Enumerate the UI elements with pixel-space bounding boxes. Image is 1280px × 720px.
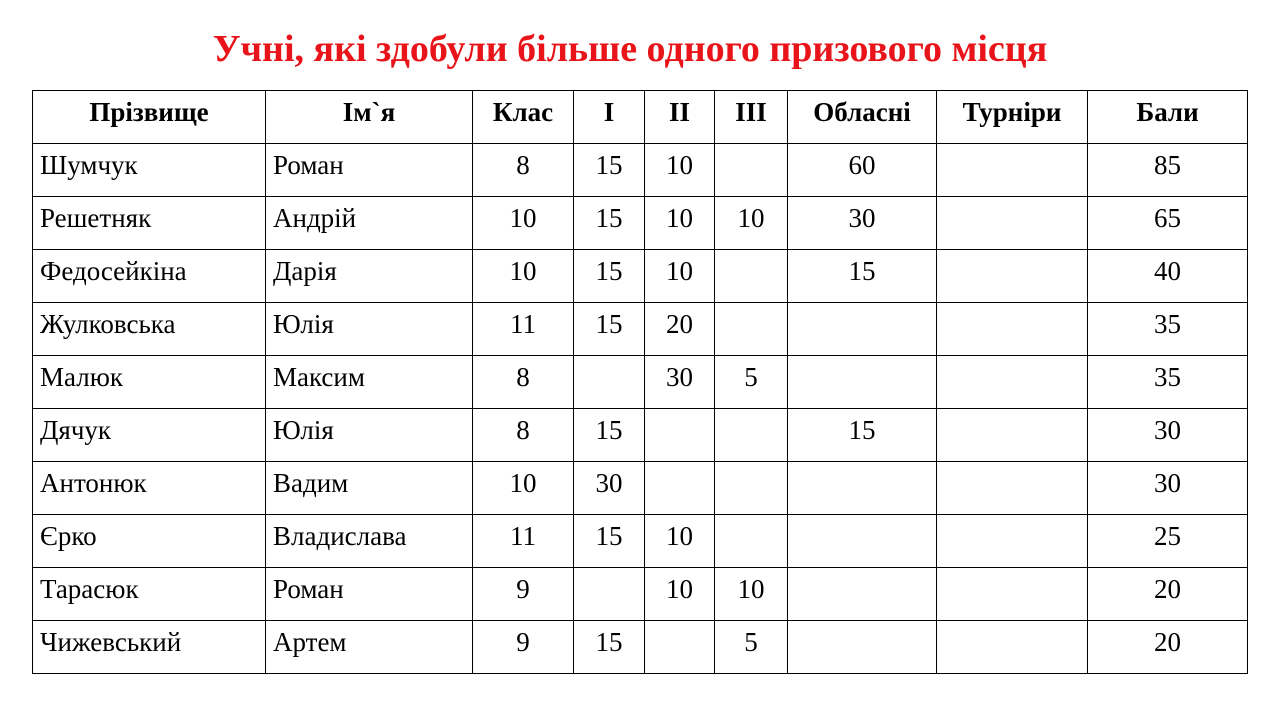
points-cell: 20 [1088, 621, 1248, 674]
class-cell: 8 [473, 409, 574, 462]
surname-cell: Тарасюк [33, 568, 266, 621]
place-2-cell: 10 [645, 250, 715, 303]
table-row [33, 303, 1248, 356]
place-1-cell: 15 [574, 197, 645, 250]
points-cell: 30 [1088, 462, 1248, 515]
table-row [33, 621, 1248, 674]
place-2-cell [645, 462, 715, 515]
place-2-cell: 10 [645, 144, 715, 197]
surname-cell: Федосейкіна [33, 250, 266, 303]
name-cell: Юлія [266, 303, 473, 356]
place-2-cell [645, 621, 715, 674]
points-cell: 85 [1088, 144, 1248, 197]
table-row [33, 515, 1248, 568]
class-cell: 9 [473, 568, 574, 621]
surname-cell: Антонюк [33, 462, 266, 515]
tournaments-cell [937, 515, 1088, 568]
table-body [33, 144, 1248, 674]
regional-cell: 15 [788, 409, 937, 462]
surname-cell: Єрко [33, 515, 266, 568]
points-cell: 30 [1088, 409, 1248, 462]
place-2-cell: 30 [645, 356, 715, 409]
place-3-cell: 5 [715, 621, 788, 674]
column-header-name: Ім`я [266, 91, 473, 144]
column-header-class: Клас [473, 91, 574, 144]
name-cell: Вадим [266, 462, 473, 515]
place-2-cell: 10 [645, 515, 715, 568]
class-cell: 11 [473, 303, 574, 356]
name-cell: Роман [266, 144, 473, 197]
table-row [33, 462, 1248, 515]
tournaments-cell [937, 568, 1088, 621]
table-row [33, 409, 1248, 462]
name-cell: Дарія [266, 250, 473, 303]
table-row [33, 197, 1248, 250]
points-cell: 25 [1088, 515, 1248, 568]
points-cell: 40 [1088, 250, 1248, 303]
place-1-cell: 15 [574, 409, 645, 462]
place-2-cell [645, 409, 715, 462]
name-cell: Роман [266, 568, 473, 621]
regional-cell [788, 462, 937, 515]
page-title: Учні, які здобули більше одного призового місця [212, 28, 1048, 70]
place-2-cell: 10 [645, 568, 715, 621]
tournaments-cell [937, 197, 1088, 250]
table-row [33, 356, 1248, 409]
header-row [33, 91, 1248, 144]
class-cell: 9 [473, 621, 574, 674]
surname-cell: Чижевський [33, 621, 266, 674]
regional-cell: 60 [788, 144, 937, 197]
surname-cell: Малюк [33, 356, 266, 409]
name-cell: Андрій [266, 197, 473, 250]
surname-cell: Решетняк [33, 197, 266, 250]
place-3-cell [715, 303, 788, 356]
regional-cell [788, 303, 937, 356]
place-1-cell: 30 [574, 462, 645, 515]
tournaments-cell [937, 621, 1088, 674]
points-cell: 20 [1088, 568, 1248, 621]
surname-cell: Дячук [33, 409, 266, 462]
place-1-cell: 15 [574, 250, 645, 303]
regional-cell [788, 515, 937, 568]
tournaments-cell [937, 303, 1088, 356]
class-cell: 10 [473, 462, 574, 515]
class-cell: 11 [473, 515, 574, 568]
column-header-regional: Обласні [788, 91, 937, 144]
regional-cell: 30 [788, 197, 937, 250]
place-1-cell: 15 [574, 144, 645, 197]
column-header-place-1: I [574, 91, 645, 144]
name-cell: Артем [266, 621, 473, 674]
column-header-tournaments: Турніри [937, 91, 1088, 144]
column-header-place-3: III [715, 91, 788, 144]
table-row [33, 568, 1248, 621]
place-2-cell: 20 [645, 303, 715, 356]
regional-cell [788, 621, 937, 674]
place-3-cell [715, 409, 788, 462]
points-cell: 65 [1088, 197, 1248, 250]
regional-cell [788, 356, 937, 409]
place-3-cell [715, 144, 788, 197]
class-cell: 8 [473, 356, 574, 409]
name-cell: Юлія [266, 409, 473, 462]
column-header-points: Бали [1088, 91, 1248, 144]
name-cell: Владислава [266, 515, 473, 568]
place-3-cell [715, 515, 788, 568]
table-row [33, 250, 1248, 303]
place-3-cell [715, 250, 788, 303]
class-cell: 10 [473, 197, 574, 250]
place-3-cell: 10 [715, 568, 788, 621]
table-row [33, 144, 1248, 197]
class-cell: 8 [473, 144, 574, 197]
place-1-cell: 15 [574, 515, 645, 568]
points-cell: 35 [1088, 356, 1248, 409]
place-1-cell [574, 356, 645, 409]
name-cell: Максим [266, 356, 473, 409]
place-3-cell [715, 462, 788, 515]
tournaments-cell [937, 409, 1088, 462]
points-cell: 35 [1088, 303, 1248, 356]
results-table [32, 90, 1248, 674]
place-3-cell: 5 [715, 356, 788, 409]
class-cell: 10 [473, 250, 574, 303]
place-3-cell: 10 [715, 197, 788, 250]
place-1-cell: 15 [574, 621, 645, 674]
tournaments-cell [937, 356, 1088, 409]
surname-cell: Шумчук [33, 144, 266, 197]
place-1-cell: 15 [574, 303, 645, 356]
regional-cell [788, 568, 937, 621]
tournaments-cell [937, 144, 1088, 197]
surname-cell: Жулковська [33, 303, 266, 356]
place-1-cell [574, 568, 645, 621]
column-header-surname: Прізвище [33, 91, 266, 144]
tournaments-cell [937, 250, 1088, 303]
place-2-cell: 10 [645, 197, 715, 250]
tournaments-cell [937, 462, 1088, 515]
regional-cell: 15 [788, 250, 937, 303]
column-header-place-2: II [645, 91, 715, 144]
